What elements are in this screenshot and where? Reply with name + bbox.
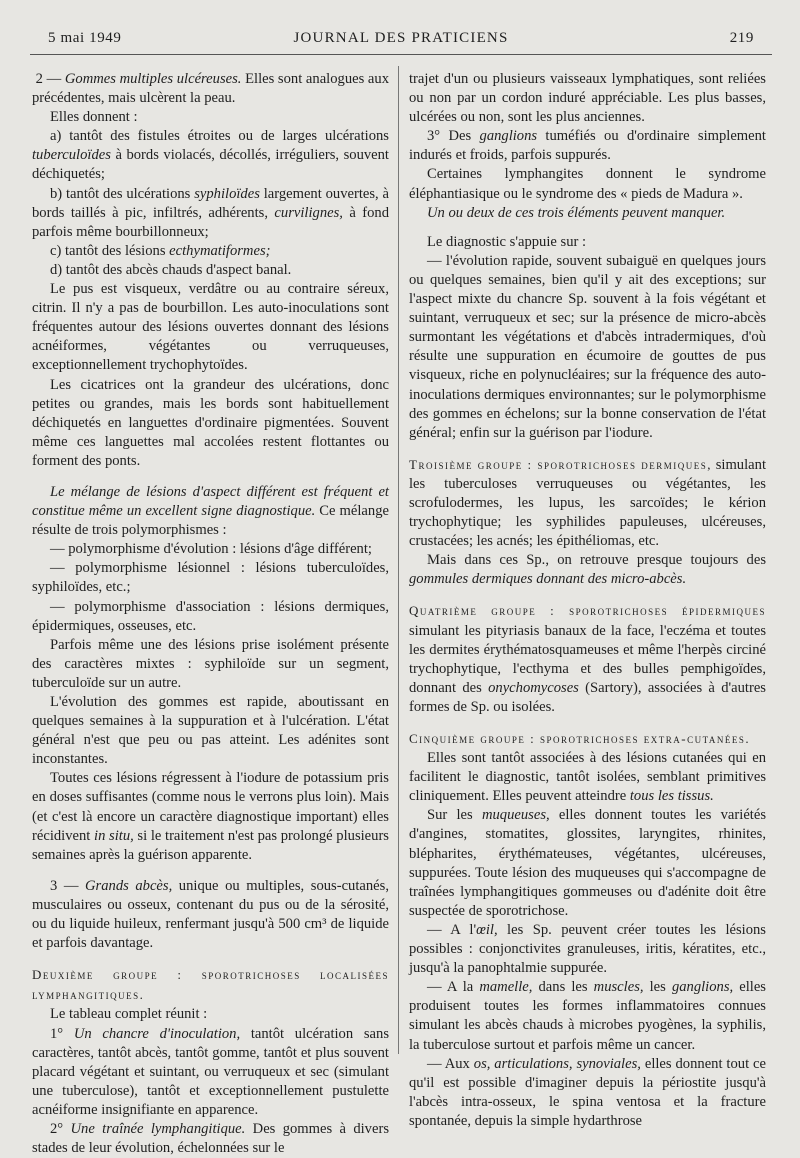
paragraph: — A l'œil, les Sp. peuvent créer toutes les lésions possibles : conjonctivites granuleuses, iritis, kératites, etc., jusqu'à la panophtalmie suppurée. (409, 921, 766, 977)
paragraph: Le diagnostic s'appuie sur : (427, 233, 587, 250)
paragraph: — polymorphisme lésionnel : lésions tuberculoïdes, syphiloïdes, etc.; (32, 560, 389, 596)
paragraph: Sur les muqueuses, elles donnent toutes les variétés d'angines, stomatites, glossites, laryngites, rhinites, blépharites, érythémateuses, végétantes, ulcéreuses, suppurées. Toute lésion des muqueuses qui s'accompagne de traînées lymphangitiques gommeuses ou d'adénite doit être suspectée de sporotrichose. (409, 807, 767, 919)
paragraph: d) tantôt des abcès chauds d'aspect banal. (50, 261, 292, 278)
paragraph: 2° Une traînée lymphangitique. Des gommes à divers stades de leur évolution, échelonnées sur le (32, 1120, 389, 1157)
paragraph: Parfois même une des lésions prise isolément présente des caractères mixtes : syphiloïde sur un segment, tuberculoïde sur un autre. (32, 636, 389, 691)
paragraph: 3 — Grands abcès, unique ou multiples, sous-cutanés, musculaires ou osseux, contenant du pus ou de la sérosité, ou du liquide huileux, renfermant jusqu'à 500 cm³ de liquide et parfois davantage. (32, 877, 389, 952)
paragraph: trajet d'un ou plusieurs vaisseaux lymphatiques, sont reliées ou non par un cordon induré appréciable. Les plus basses, ulcérées ou non, sont les plus anciennes. (409, 71, 766, 126)
paragraph: — A la mamelle, dans les muscles, les ganglions, elles produisent toutes les formes inflammatoires connues simulant les abcès chauds à microbes pyogènes, la syphilis, la tuberculose surtout et parfois même un cancer. (409, 979, 766, 1053)
paragraph: Mais dans ces Sp., on retrouve presque toujours des gommules dermiques donnant des micro-abcès. (409, 552, 766, 588)
paragraph: — l'évolution rapide, souvent subaiguë en quelques jours ou quelques semaines, bien qu'il y ait des exceptions; sur l'aspect mixte du chancre Sp. souvent à la fois végétant et suintant, verruqueux et sec; sur la présence de micro-abcès surmontant les végétations et d'abcès intradermiques, d'où résulte une suppuration en écumoire de gouttes de pus visqueux, riche en polynucléaires; sur la fréquence des auto-inoculations dermiques environnantes; sur le polymorphisme des gommes en échelons; sur la bonne conservation de l'état général; enfin sur la guérison par l'iodure. (409, 252, 766, 441)
paragraph: Le pus est visqueux, verdâtre ou au contraire séreux, citrin. Il n'y a pas de bourbillon. Les auto-inoculations sont fréquentes autour des lésions ouvertes donnant des lésions acnéiformes, végétantes ou verruqueuses, exceptionnellement trychophytoïdes. (32, 281, 389, 374)
right-column (409, 70, 767, 1129)
section-heading: Troisième groupe : sporotrichoses dermiques, simulant les tuberculoses verruqueuses ou végétantes, les scrofulodermes, les lupus, les sarcoïdes; le kérion trychophytique; les syphilides papuleuses, ulcéreuses, crustacées; les acnés; les épithéliomas, etc. (409, 456, 766, 550)
paragraph: 3° Des ganglions tuméfiés ou d'ordinaire simplement indurés et froids, parfois suppurés. (409, 128, 766, 164)
column-divider (398, 66, 399, 1054)
section-heading: Deuxième groupe : sporotrichoses localisées lymphangitiques. (32, 967, 389, 1003)
page-header (30, 26, 772, 55)
paragraph: b) tantôt des ulcérations syphiloïdes largement ouvertes, à bords taillés à pic, infiltrés, adhérents, curvilignes, à fond parfois même bourbillonneux; (32, 185, 390, 240)
paragraph: Les cicatrices ont la grandeur des ulcérations, donc petites ou grandes, mais les bords sont habituellement déchiquetés en languettes d'ordinaire pigmentées. Souvent même ces languettes mal accolées restent flottantes ou forment des ponts. (32, 376, 389, 469)
paragraph: — polymorphisme d'association : lésions dermiques, épidermiques, osseuses, etc. (32, 598, 389, 634)
paragraph: Un ou deux de ces trois éléments peuvent manquer. (427, 204, 726, 221)
section-heading: Cinquième groupe : sporotrichoses extra-cutanées. (409, 731, 751, 746)
paragraph: 2 — Gommes multiples ulcéreuses. Elles sont analogues aux précédentes, mais ulcèrent la peau. (32, 71, 389, 107)
paragraph: Le mélange de lésions d'aspect différent est fréquent et constitue même un excellent signe diagnostique. Ce mélange résulte de trois polymorphismes : (32, 483, 389, 539)
paragraph: Toutes ces lésions régressent à l'iodure de potassium pris en doses suffisantes (comme nous le verrons plus loin). Mais (et c'est là encore un caractère diagnostique important) elles récidivent in situ, si le traitement n'est pas prolongé plusieurs semaines après la guérison apparente. (32, 770, 389, 863)
paragraph: Certaines lymphangites donnent le syndrome éléphantiasique ou le syndrome des « pieds de Madura ». (409, 166, 766, 202)
paragraph: Le tableau complet réunit : (50, 1006, 208, 1023)
paragraph: c) tantôt des lésions ecthymatiformes; (50, 242, 271, 259)
left-column (32, 70, 390, 1157)
header-page-number: 219 (729, 30, 754, 46)
header-date: 5 mai 1949 (48, 30, 122, 46)
paragraph: 1° Un chancre d'inoculation, tantôt ulcération sans caractères, tantôt abcès, tantôt gomme, tantôt et plus souvent placard végétant et suintant, ou verruqueux et sec (simulant une tuberculose), tantôt et exceptionnellement pustulette acnéiforme insignifiante en apparence. (32, 1025, 389, 1118)
header-journal-title: JOURNAL DES PRATICIENS (293, 30, 509, 46)
paragraph: — Aux os, articulations, synoviales, elles donnent tout ce qu'il est possible d'imaginer depuis la périostite jusqu'à l'abcès intra-osseux, le spina ventosa et la fracture spontanée, depuis la simple hydarthrose (409, 1055, 767, 1129)
paragraph: Elles sont tantôt associées à des lésions cutanées qui en facilitent le diagnostic, tantôt isolées, semblant primitives cliniquement. Elles peuvent atteindre tous les tissus. (409, 750, 766, 805)
paragraph: a) tantôt des fistules étroites ou de larges ulcérations tuberculoïdes à bords violacés, décollés, irréguliers, souvent déchiquetés; (32, 128, 389, 183)
section-heading: Quatrième groupe : sporotrichoses épidermiques simulant les pityriasis banaux de la face, l'eczéma et toutes les dermites érythématosquameuses et même l'herpès circiné trychophytique, l'ecthyma et des bulles pemphigoïdes, donnant des onychomycoses (Sartory), associées à d'autres formes de Sp. ou isolées. (409, 603, 766, 715)
paragraph: — polymorphisme d'évolution : lésions d'âge différent; (50, 541, 372, 558)
paragraph: Elles donnent : (50, 109, 138, 126)
paragraph: L'évolution des gommes est rapide, aboutissant en quelques semaines à la suppuration et à l'ulcération. L'état général n'est que peu ou pas atteint. Les adénites sont inconstantes. (32, 694, 389, 768)
